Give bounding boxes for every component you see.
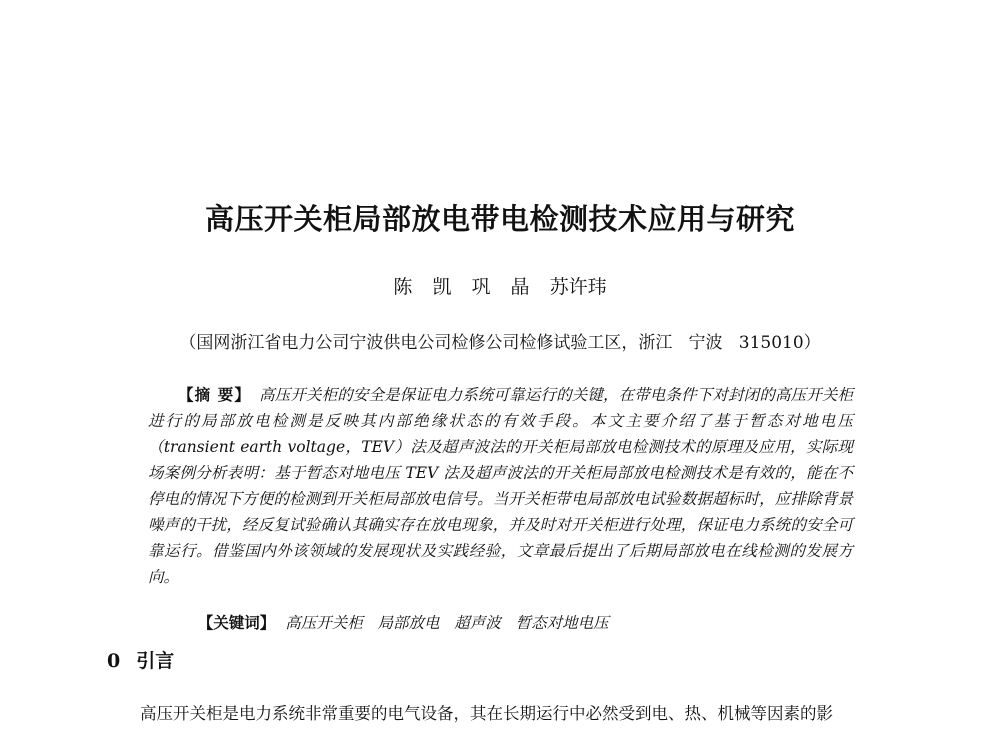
keywords-label: 【关键词】 [197,613,276,632]
paper-affiliation: （国网浙江省电力公司宁波供电公司检修公司检修试验工区，浙江 宁波 315010） [179,333,821,353]
body-paragraph: 高压开关柜是电力系统非常重要的电气设备，其在长期运行中必然受到电、热、机械等因素的影 [140,704,833,723]
keywords-text: 高压开关柜 局部放电 超声波 暂态对地电压 [285,614,609,632]
abstract-paragraph [148,382,853,590]
keywords-line [178,593,609,651]
abstract-label: 【摘 要】 [178,385,252,404]
section-heading-introduction [107,646,174,673]
abstract-text: 高压开关柜的安全是保证电力系统可靠运行的关键，在带电条件下对封闭的高压开关柜进行的局部放电检测是反映其内部绝缘状态的有效手段。本文主要介绍了基于暂态对地电压（transient earth voltage，TEV）法及超声波法的开关柜局部放电检测技术的原理及应用，实际现场案例分析表明：基于暂态对地电压 TEV 法及超声波法的开关柜局部放电检测技术是有效的，能在不停电的情况下方便的检测到开关柜局部放电信号。当开关柜带电局部放电试验数据超标时，应排除背景噪声的干扰，经反复试验确认其确实存在放电现象，并及时对开关柜进行处理，保证电力系统的安全可靠运行。借鉴国内外该领域的发展现状及实践经验，文章最后提出了后期局部放电在线检测的发展方向。 [148,386,853,586]
section-number: 0 [107,650,121,672]
paper-title: 高压开关柜局部放电带电检测技术应用与研究 [204,202,795,236]
section-title: 引言 [136,650,175,672]
paper-authors: 陈 凯 巩 晶 苏许玮 [393,276,607,298]
